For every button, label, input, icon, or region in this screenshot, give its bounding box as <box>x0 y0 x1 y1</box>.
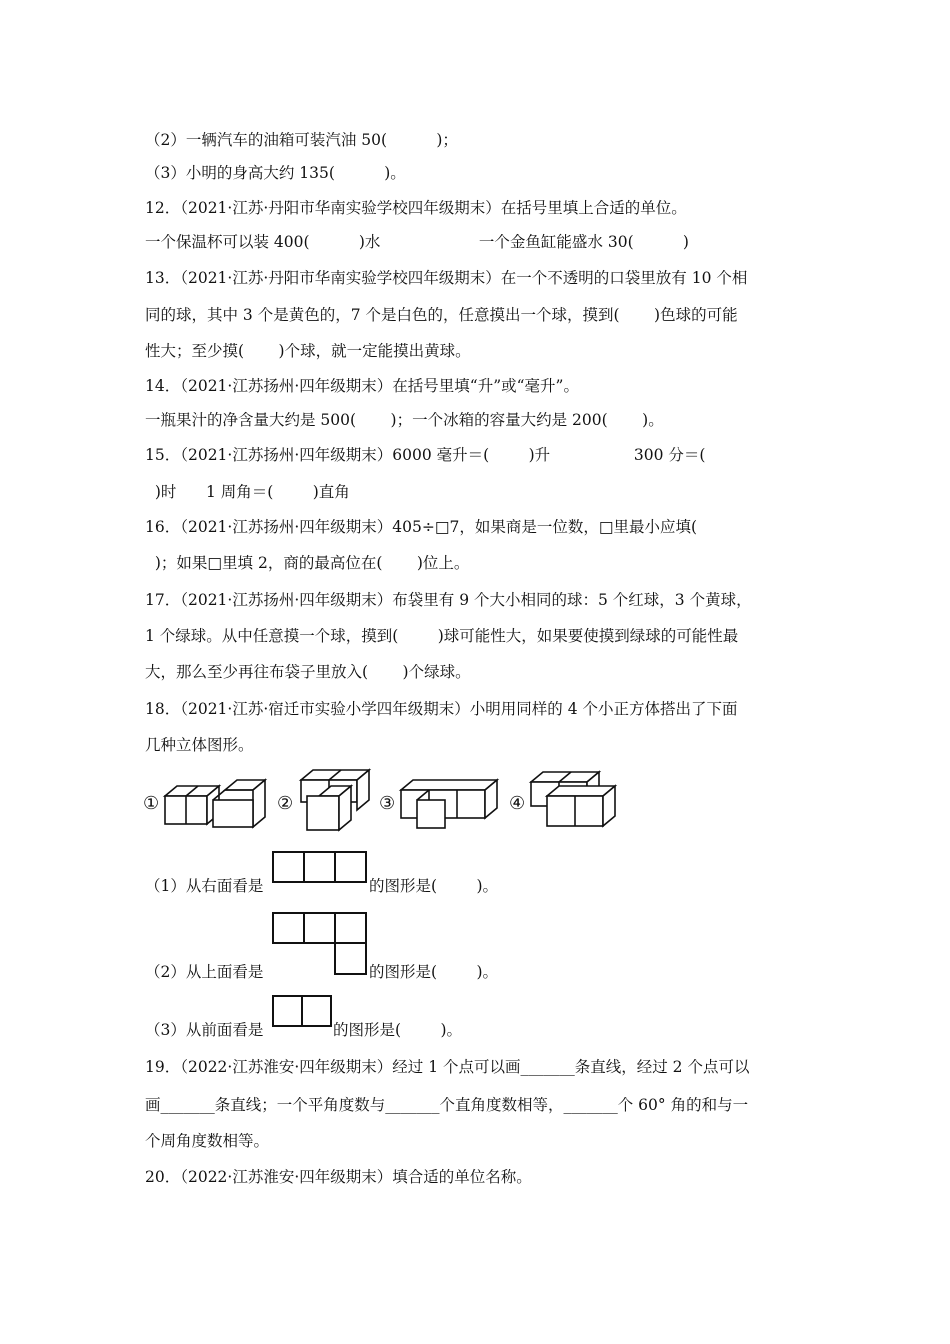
figure-label-2: ② <box>277 793 294 814</box>
q12-header: 12．（2021·江苏·丹阳市华南实验学校四年级期末）在括号里填上合适的单位。 <box>145 199 687 217</box>
solid-figure-3 <box>401 780 497 828</box>
q14-header: 14．（2021·江苏扬州·四年级期末）在括号里填“升”或“毫升”。 <box>145 377 579 395</box>
q18-header: 18．（2021·江苏·宿迁市实验小学四年级期末）小明用同样的 4 个小正方体搭出了下面 <box>145 700 738 718</box>
q18-body: 几种立体图形。 <box>145 736 254 754</box>
q14-body: 一瓶果汁的净含量大约是 500( )；一个冰箱的容量大约是 200( )。 <box>145 411 664 429</box>
figure-label-1: ① <box>143 793 160 814</box>
front-view-shape <box>272 995 334 1031</box>
q18-part2-label: （2）从上面看是 <box>145 963 264 981</box>
q17-header: 17．（2021·江苏扬州·四年级期末）布袋里有 9 个大小相同的球：5 个红球，3 个黄球， <box>145 591 752 609</box>
q18-part2-question: 的图形是( )。 <box>369 963 499 981</box>
q17-body: 1 个绿球。从中任意摸一个球，摸到( )球可能性大，如果要使摸到绿球的可能性最 <box>145 627 739 645</box>
figure-label-4: ④ <box>509 793 526 814</box>
q13-body-cont: 性大；至少摸( )个球，就一定能摸出黄球。 <box>145 342 471 360</box>
q11-part2: （2）一辆汽车的油箱可装汽油 50( )； <box>145 131 458 149</box>
q18-part1-question: 的图形是( )。 <box>369 877 499 895</box>
q16-body: )；如果□里填 2，商的最高位在( )位上。 <box>145 554 470 572</box>
solid-figures-svg <box>143 770 633 835</box>
q18-part3-question: 的图形是( )。 <box>333 1021 463 1039</box>
right-view-shape <box>272 851 368 887</box>
q18-part1-label: （1）从右面看是 <box>145 877 264 895</box>
top-view-shape <box>272 912 368 980</box>
q15-header: 15．（2021·江苏扬州·四年级期末）6000 毫升＝( )升 300 分＝( <box>145 446 706 464</box>
q13-header: 13．（2021·江苏·丹阳市华南实验学校四年级期末）在一个不透明的口袋里放有 10 个相 <box>145 269 748 287</box>
q15-body: )时 1 周角＝( )直角 <box>145 483 350 501</box>
q17-body-cont: 大，那么至少再往布袋子里放入( )个绿球。 <box>145 663 471 681</box>
solid-figure-2 <box>301 770 369 830</box>
solid-figure-1 <box>165 780 265 827</box>
q18-part3-label: （3）从前面看是 <box>145 1021 264 1039</box>
q19-header: 19．（2022·江苏淮安·四年级期末）经过 1 个点可以画_______条直线，经过 2 个点可以 <box>145 1058 750 1076</box>
q16-header: 16．（2021·江苏扬州·四年级期末）405÷□7，如果商是一位数，□里最小应填( <box>145 518 698 536</box>
solid-figures <box>143 770 633 839</box>
q20-header: 20．（2022·江苏淮安·四年级期末）填合适的单位名称。 <box>145 1168 532 1186</box>
solid-figure-4 <box>531 772 615 826</box>
q19-body: 画_______条直线；一个平角度数与_______个直角度数相等，_______个 60° 角的和与一 <box>145 1096 749 1114</box>
q13-body: 同的球，其中 3 个是黄色的，7 个是白色的，任意摸出一个球，摸到( )色球的可能 <box>145 306 738 324</box>
q11-part3: （3）小明的身高大约 135( )。 <box>145 164 406 182</box>
q19-body-cont: 个周角度数相等。 <box>145 1132 270 1150</box>
figure-label-3: ③ <box>379 793 396 814</box>
q12-body: 一个保温杯可以装 400( )水 一个金鱼缸能盛水 30( ) <box>145 233 689 251</box>
